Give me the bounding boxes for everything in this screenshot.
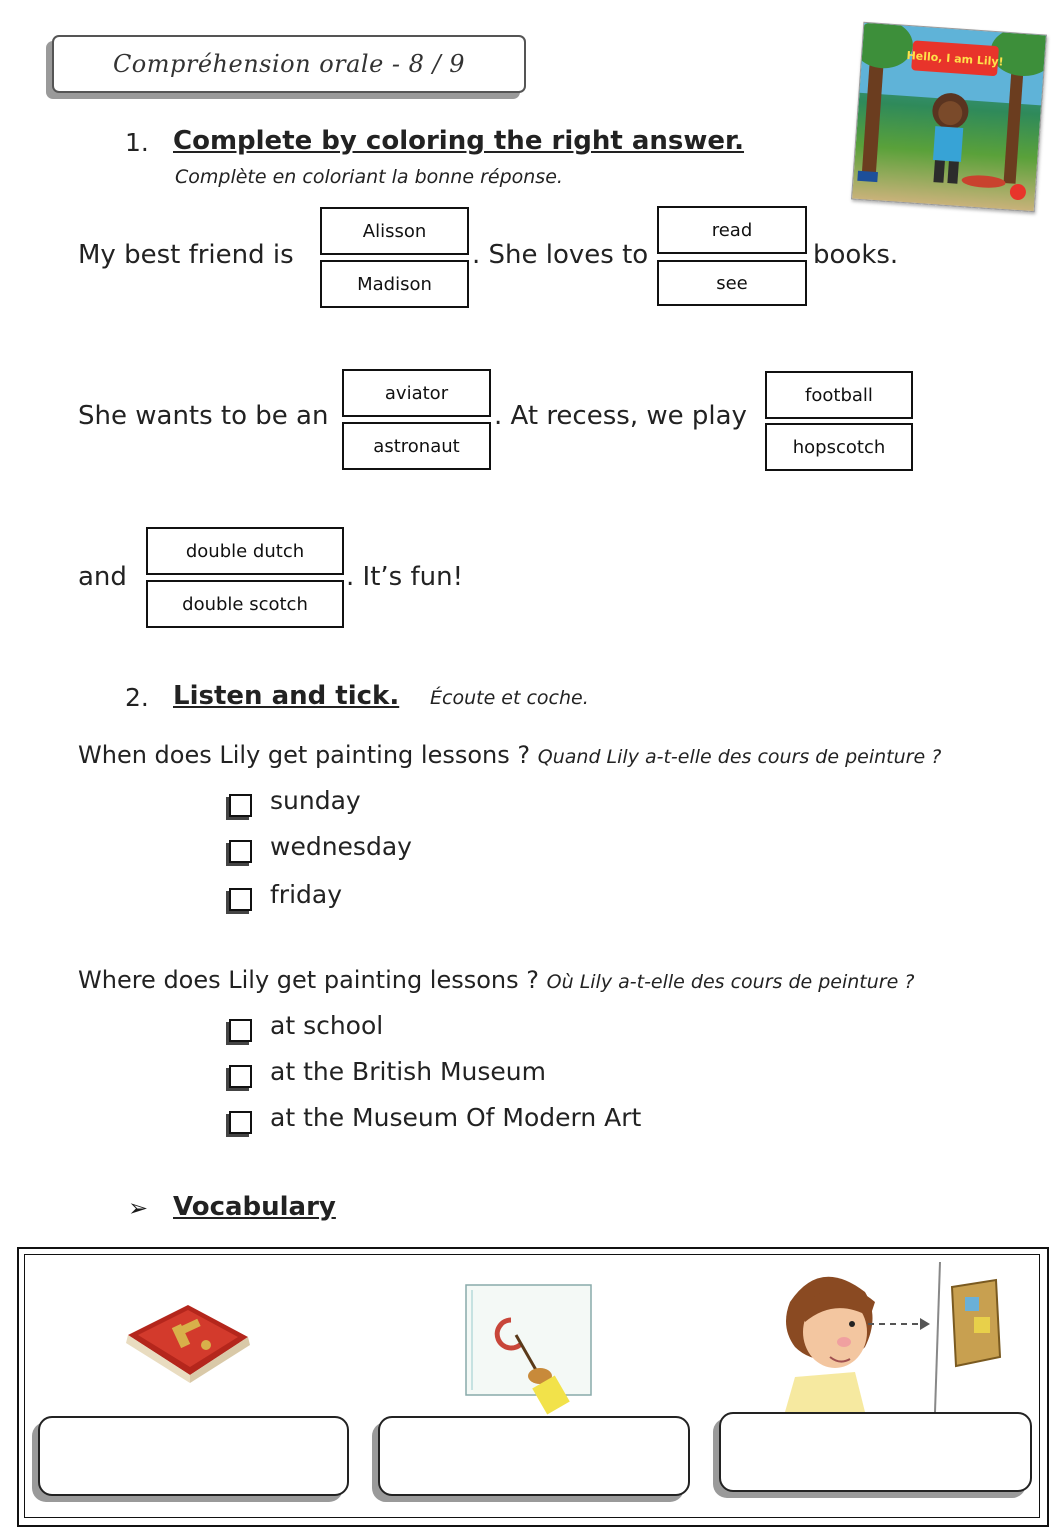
book-cover-image xyxy=(851,22,1047,212)
vocabulary-title: Vocabulary xyxy=(173,1192,336,1222)
choice-astronaut[interactable]: astronaut xyxy=(342,422,491,470)
choice-football[interactable]: football xyxy=(765,371,913,419)
vocab-answer-box-3[interactable] xyxy=(719,1412,1032,1492)
choice-alisson[interactable]: Alisson xyxy=(320,207,469,255)
section1-subtitle: Complète en coloriant la bonne réponse. xyxy=(175,166,563,188)
vocab-answer-box-1[interactable] xyxy=(38,1416,349,1496)
book-cover-illustration xyxy=(852,23,1046,211)
choice-aviator[interactable]: aviator xyxy=(342,369,491,417)
question1-text: When does Lily get painting lessons ? xyxy=(78,741,531,769)
choice-madison[interactable]: Madison xyxy=(320,260,469,308)
title-banner xyxy=(52,35,526,93)
section1-number: 1. xyxy=(125,128,149,157)
option-sunday: sunday xyxy=(270,786,361,815)
looking-at-painting-icon xyxy=(760,1262,1030,1412)
line2-text1: She wants to be an xyxy=(78,401,329,431)
choice-see[interactable]: see xyxy=(657,260,807,306)
option-at-school: at school xyxy=(270,1011,384,1040)
option-wednesday: wednesday xyxy=(270,832,412,861)
checkbox-at-school[interactable] xyxy=(229,1019,252,1042)
line1-text1: My best friend is xyxy=(78,240,294,270)
checkbox-moma[interactable] xyxy=(229,1111,252,1134)
painting-hand-icon xyxy=(456,1280,606,1415)
choice-double-scotch[interactable]: double scotch xyxy=(146,580,344,628)
question2 xyxy=(78,966,914,994)
line3-text2: . It’s fun! xyxy=(346,562,463,592)
book-icon xyxy=(118,1295,258,1385)
question1 xyxy=(78,741,941,769)
question1-translation: Quand Lily a-t-elle des cours de peinture ? xyxy=(537,746,942,768)
checkbox-sunday[interactable] xyxy=(229,794,252,817)
section2-subtitle: Écoute et coche. xyxy=(430,687,589,709)
section1-title: Complete by coloring the right answer. xyxy=(173,126,745,156)
arrow-bullet-icon: ➢ xyxy=(128,1194,149,1222)
option-moma: at the Museum Of Modern Art xyxy=(270,1103,642,1132)
page-title: Compréhension orale - 8 / 9 xyxy=(112,50,466,78)
choice-hopscotch[interactable]: hopscotch xyxy=(765,423,913,471)
line1-text2: . She loves to xyxy=(472,240,649,270)
choice-double-dutch[interactable]: double dutch xyxy=(146,527,344,575)
option-friday: friday xyxy=(270,880,343,909)
line3-text1: and xyxy=(78,562,127,592)
line2-text2: . At recess, we play xyxy=(494,401,747,431)
question2-text: Where does Lily get painting lessons ? xyxy=(78,966,540,994)
checkbox-friday[interactable] xyxy=(229,888,252,911)
section2-title: Listen and tick. xyxy=(173,681,400,711)
checkbox-british-museum[interactable] xyxy=(229,1065,252,1088)
line1-text3: books. xyxy=(813,240,899,270)
option-british-museum: at the British Museum xyxy=(270,1057,547,1086)
vocab-answer-box-2[interactable] xyxy=(378,1416,690,1496)
checkbox-wednesday[interactable] xyxy=(229,840,252,863)
section2-number: 2. xyxy=(125,683,149,712)
choice-read[interactable]: read xyxy=(657,206,807,254)
question2-translation: Où Lily a-t-elle des cours de peinture ? xyxy=(546,971,915,993)
cover-title: Hello, I am Lily! xyxy=(906,48,1004,69)
